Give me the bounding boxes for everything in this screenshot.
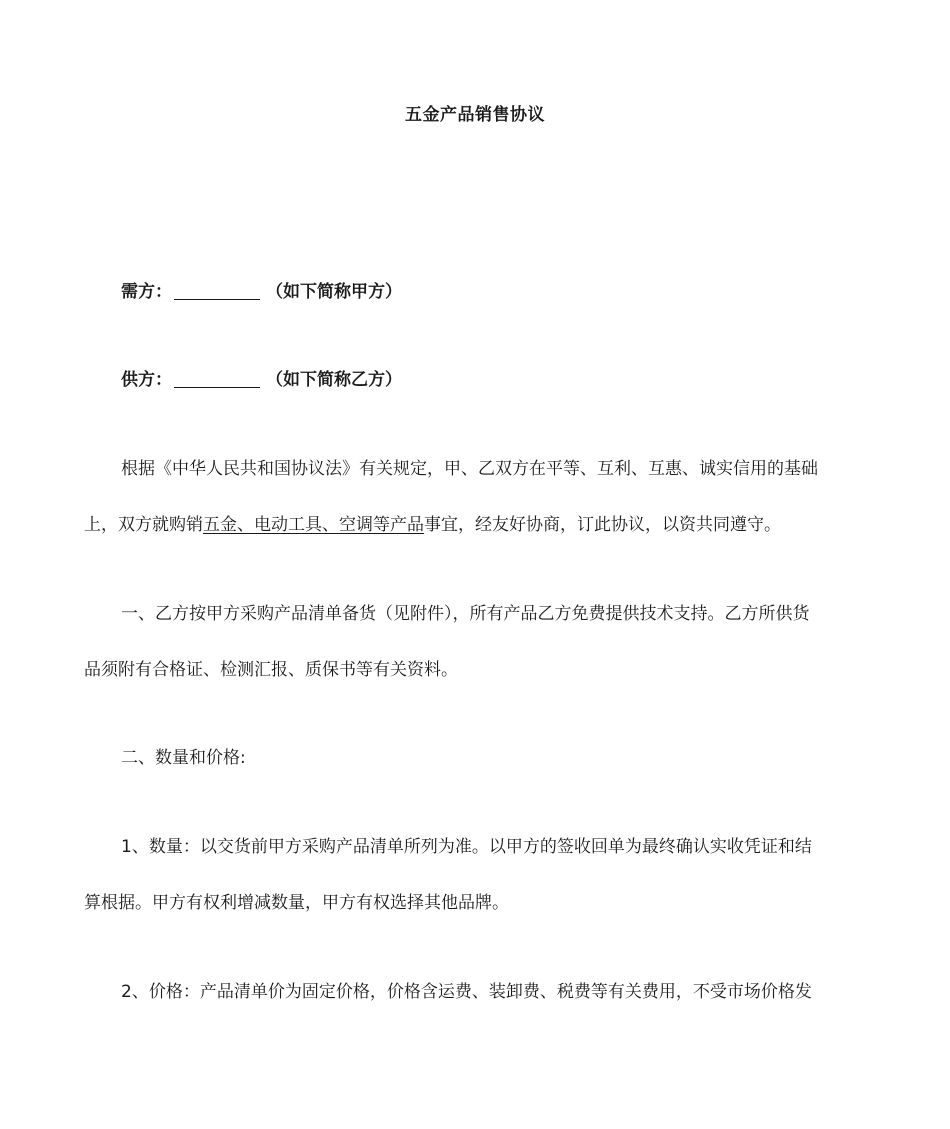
item-1-line-1: 1、数量：以交货前甲方采购产品清单所列为准。以甲方的签收回单为最终确认实收凭证和结 (121, 837, 812, 857)
party-b-blank[interactable] (174, 370, 260, 388)
party-b-note: （如下简称乙方） (266, 370, 402, 390)
preamble-prefix: 上，双方就购销 (84, 515, 203, 535)
party-b-label: 供方： (121, 370, 172, 390)
clause-1-line-1: 一、乙方按甲方采购产品清单备货（见附件），所有产品乙方免费提供技术支持。乙方所供货 (121, 604, 810, 624)
party-a-label: 需方： (121, 282, 172, 302)
party-a-line (121, 281, 911, 303)
preamble-line-1: 根据《中华人民共和国协议法》有关规定，甲、乙双方在平等、互利、互惠、诚实信用的基础 (121, 459, 818, 479)
preamble-line-2 (84, 514, 874, 536)
item-1-line-2: 算根据。甲方有权利增减数量，甲方有权选择其他品牌。 (84, 893, 509, 913)
party-a-note: （如下简称甲方） (266, 282, 402, 302)
item-2-line-1: 2、价格：产品清单价为固定价格，价格含运费、装卸费、税费等有关费用，不受市场价格发 (121, 982, 812, 1002)
document-title: 五金产品销售协议 (405, 105, 545, 125)
product-scope-underlined: 五金、电动工具、空调等产品 (203, 515, 424, 535)
clause-1-line-2: 品须附有合格证、检测汇报、质保书等有关资料。 (84, 660, 458, 680)
party-b-line (121, 369, 911, 391)
preamble-suffix: 事宜，经友好协商，订此协议，以资共同遵守。 (424, 515, 781, 535)
clause-2-heading: 二、数量和价格: (121, 748, 246, 768)
party-a-blank[interactable] (174, 282, 260, 300)
